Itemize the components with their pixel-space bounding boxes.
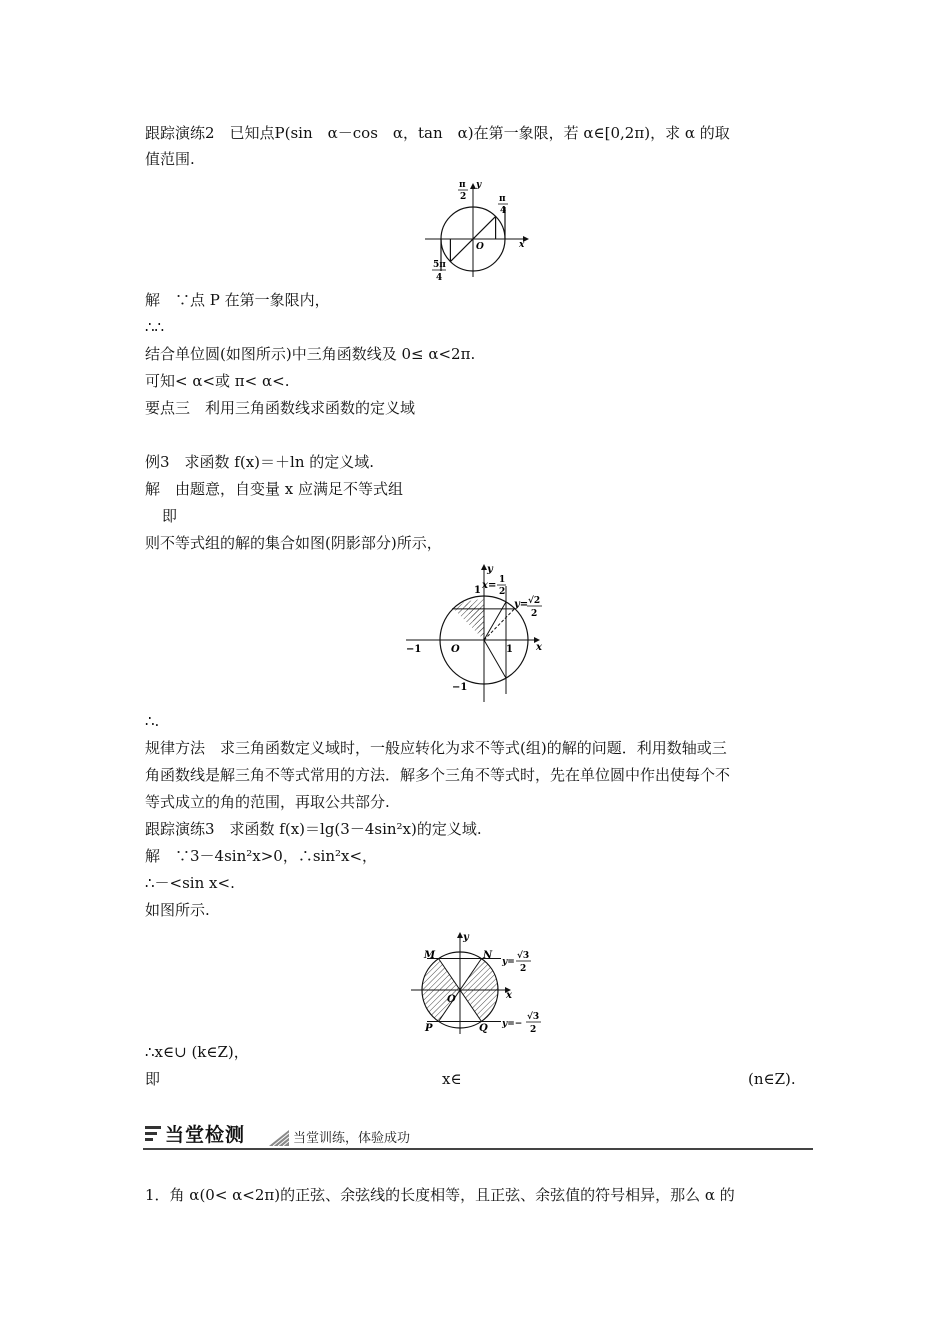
conclusion3-line2-right: (n∈Z). [748, 1070, 796, 1088]
exercise3-line2: 解 ∵3－4sin²x>0，∴sin²x<， [145, 847, 378, 865]
label-p: P [425, 1023, 433, 1034]
exercise3-line3: ∴－<sin x<. [145, 874, 235, 892]
label-bot-den: 2 [530, 1025, 537, 1035]
label-origin: O [447, 994, 456, 1005]
section-banner [143, 1120, 813, 1150]
banner-title: 当堂检测 [165, 1124, 246, 1146]
keypoint3-heading: 要点三 利用三角函数线求函数的定义域 [145, 399, 416, 417]
conclusion3-line2-left: 即 [145, 1070, 161, 1088]
solution2-line1: 解 ∵点 P 在第一象限内， [145, 291, 330, 309]
conclusion3-line1: ∴x∈∪ (k∈Z)， [145, 1043, 249, 1061]
banner-wedge-icon [269, 1130, 289, 1146]
label-5pi4-num: 5π [433, 260, 446, 270]
example3-line1: 例3 求函数 f(x)＝＋ln 的定义域. [145, 453, 375, 471]
exercise3-line4: 如图所示. [145, 901, 210, 919]
label-top-eq: y= [502, 957, 515, 967]
example3-line2: 解 由题意，自变量 x 应满足不等式组 [145, 480, 403, 498]
label-origin: O [476, 242, 484, 252]
example3-line3: 即 [162, 507, 178, 525]
label-bot-eq: y=− [502, 1019, 523, 1029]
label-origin: O [451, 644, 460, 655]
conclusion3-line2-mid: x∈ [442, 1070, 462, 1088]
example3-line4: 则不等式组的解的集合如图(阴影部分)所示， [145, 534, 442, 552]
label-x-eq: x= [482, 580, 497, 591]
label-bot-sqrt: √3 [527, 1012, 540, 1022]
label-neg1-bottom: −1 [452, 682, 468, 693]
solution2-line3: 结合单位圆(如图所示)中三角函数线及 0≤ α<2π. [145, 345, 476, 363]
label-pi4-num: π [499, 194, 506, 204]
label-5pi4-den: 4 [436, 273, 443, 283]
label-x: x [536, 642, 542, 653]
exercise3-line1: 跟踪演练3 求函数 f(x)＝lg(3－4sin²x)的定义域. [145, 820, 482, 838]
label-y: y [463, 932, 469, 943]
method-line2: 角函数线是解三角不等式常用的方法．解多个三角不等式时，先在单位圆中作出使每个不 [145, 766, 731, 784]
exercise2-line2: 值范围. [145, 150, 195, 168]
label-pi2-num: π [459, 180, 466, 190]
label-q: Q [479, 1023, 488, 1034]
label-top-sqrt: √3 [517, 951, 530, 961]
label-x: x [519, 240, 525, 250]
banner-subtitle: 当堂训练，体验成功 [293, 1131, 411, 1146]
label-sqrt2: √2 [528, 596, 541, 606]
label-pi2-den: 2 [460, 192, 467, 202]
question1-line1: 1．角 α(0< α<2π)的正弦、余弦线的长度相等，且正弦、余弦值的符号相异，那么 α 的 [145, 1186, 735, 1204]
label-sqrt2-den: 2 [531, 609, 538, 619]
label-y: y [487, 564, 493, 575]
exercise2-line1: 跟踪演练2 已知点P(sin α－cos α，tan α)在第一象限，若 α∈[0,2π)，求 α 的取 [145, 124, 730, 142]
solution2-line2: ∴∴ [145, 318, 165, 336]
label-half-num: 1 [499, 575, 506, 585]
unit-circle-figure-1 [415, 175, 535, 285]
ray-neg-pi3 [484, 640, 506, 678]
unit-circle-figure-2 [398, 560, 550, 708]
label-top-den: 2 [520, 964, 527, 974]
label-neg1-left: −1 [406, 644, 422, 655]
label-x: x [506, 990, 512, 1001]
label-1-right: 1 [506, 644, 513, 655]
solution2-line4: 可知< α<或 π< α<. [145, 372, 290, 390]
method-line3: 等式成立的角的范围，再取公共部分. [145, 793, 390, 811]
label-y: y [476, 180, 482, 190]
unit-circle-figure-3 [405, 928, 550, 1036]
banner-stripes-icon [143, 1124, 161, 1144]
label-pi4-den: 4 [500, 206, 507, 216]
label-y-eq: y= [514, 599, 529, 610]
therefore-1: ∴. [145, 712, 160, 730]
method-line1: 规律方法 求三角函数定义域时，一般应转化为求不等式(组)的解的问题．利用数轴或三 [145, 739, 727, 757]
label-m: M [424, 950, 436, 961]
label-1-top: 1 [474, 585, 481, 596]
label-n: N [483, 950, 493, 961]
label-half-den: 2 [499, 587, 506, 597]
